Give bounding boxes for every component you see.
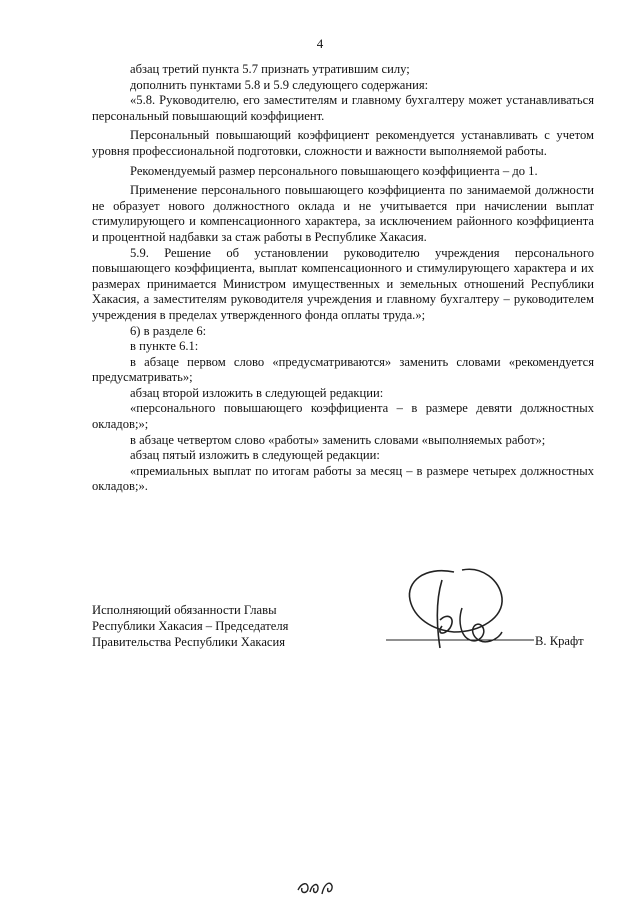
signer-name: В. Крафт (535, 634, 584, 648)
paragraph: 6) в разделе 6: (130, 323, 207, 338)
document-body (92, 62, 594, 495)
page-number: 4 (316, 36, 324, 51)
position-line: Республики Хакасия – Председателя (92, 619, 289, 633)
paragraph: «персонального повышающего коэффициента – в размере девяти должностных окладов;»; (92, 401, 594, 432)
handwritten-mark (296, 876, 336, 898)
paragraph: в абзаце первом слово «предусматриваются» заменить словами «рекомендуется предусматривать»; (92, 354, 594, 385)
signatory-position (92, 602, 302, 650)
paragraph: «премиальных выплат по итогам работы за месяц – в размере четырех должностных окладов;». (92, 463, 594, 494)
paragraph: «5.8. Руководителю, его заместителям и главному бухгалтеру может устанавливаться персональный повышающий коэффициент. (92, 93, 594, 123)
position-line: Правительства Республики Хакасия (92, 635, 286, 649)
paragraph: в абзаце четвертом слово «работы» заменить словами «выполняемых работ»; (130, 432, 546, 447)
paragraph: Персональный повышающий коэффициент рекомендуется устанавливать с учетом уровня профессиональной подготовки, сложности и важности выполняемой работы. (92, 128, 594, 158)
paragraph: 5.9. Решение об установлении руководителю учреждения персонального повышающего коэффициента, выплат компенсационного и стимулирующего характера и их размерах принимается Министром имущественных и земельных отношений Республики Хакасия, а заместителям руководителя учреждения и главному бухгалтеру – руководителем учреждения в пределах утвержденного фонда оплаты труда.»; (92, 245, 594, 322)
paragraph: Применение персонального повышающего коэффициента по занимаемой должности не образует нового должностного оклада и не учитывается при начислении выплат стимулирующего и компенсационного характера, за исключением районного коэффициента и процентной надбавки за стаж работы в Республике Хакасия. (92, 183, 594, 244)
paragraph: абзац третий пункта 5.7 признать утратившим силу; (130, 62, 410, 76)
handwritten-signature (384, 560, 534, 660)
paragraph: абзац второй изложить в следующей редакции: (130, 385, 384, 400)
paragraph: в пункте 6.1: (130, 339, 199, 354)
paragraph: дополнить пунктами 5.8 и 5.9 следующего содержания: (130, 77, 429, 92)
paragraph: абзац пятый изложить в следующей редакции: (130, 448, 380, 463)
position-line: Исполняющий обязанности Главы (92, 603, 277, 617)
paragraph: Рекомендуемый размер персонального повышающего коэффициента – до 1. (130, 163, 538, 178)
